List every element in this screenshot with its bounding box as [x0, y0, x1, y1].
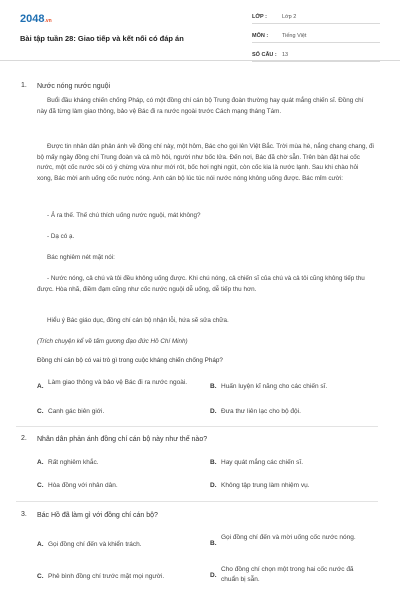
passage-paragraph: - Nước nóng, cả chú và tôi đều không uống được. Khi chú nóng, cả chiến sĩ của chú và cả tôi cũng không tiếp thu được. Hòa nhã, điềm đạm cũng như cốc nước nguội dễ uống, dễ tiếp thu hơn. [37, 275, 365, 293]
passage-paragraph: Bác nghiêm nét mặt nói: [47, 254, 115, 261]
option-text: Phê bình đồng chí trước mặt mọi người. [48, 573, 165, 580]
divider [16, 426, 378, 427]
passage-paragraph: Buổi đầu kháng chiến chống Pháp, có một đồng chí cán bộ Trung đoàn thường hay quát mắng chiến sĩ. Đồng chí này đã từng làm giao thông, bảo vệ Bác đi ra nước ngoài trước Cách mạng tháng Tám. [37, 97, 364, 115]
option-text: Canh gác biên giới. [48, 408, 105, 415]
meta-key: LỚP : [252, 13, 267, 20]
option-text: Hòa đồng với nhân dân. [48, 482, 118, 489]
option-letter: C. [37, 573, 44, 580]
question-title: Bác Hồ đã làm gì với đồng chí cán bộ? [37, 512, 158, 519]
option-letter: D. [210, 572, 217, 579]
passage-paragraph: - Ả ra thế. Thế chú thích uống nước nguội, mát không? [47, 212, 201, 219]
meta-key: SỐ CÂU : [252, 51, 277, 58]
question-prompt: Đồng chí cán bộ có vai trò gì trong cuộc kháng chiến chống Pháp? [37, 357, 223, 364]
option-text: Làm giao thông và bảo vệ Bác đi ra nước ngoài. [48, 379, 188, 386]
meta-row-class [252, 10, 380, 24]
option-text: Đưa thư liên lạc cho bộ đội. [221, 408, 301, 415]
option-letter: B. [210, 540, 217, 547]
meta-panel [252, 10, 380, 67]
meta-key: MÔN : [252, 32, 269, 39]
question-title: Nhân dân phản ánh đồng chí cán bộ này như thế nào? [37, 436, 208, 443]
passage-paragraph: Được tin nhân dân phản ánh về đồng chí này, một hôm, Bác cho gọi lên Việt Bắc. Trời mùa hè, nắng chang chang, đi bộ mấy ngày đồng chí Trung đoàn và cả mồ hôi, người như bốc lửa. Đến nơi, Bác đã chờ sẵn. Trên bàn đặt hai cốc nước, một cốc nước sôi có ý chừng vừa như mới rót, bốc hơi nghi ngút, còn cốc kia là nước lạnh. Sau khi chào hỏi xong, Bác mời anh uống cốc nước nóng. Anh cán bộ lúc túc nói nước nóng không uống được. Bác mỉm cười: [37, 143, 374, 182]
option-text: Huấn luyện kĩ năng cho các chiến sĩ. [221, 383, 328, 390]
option-letter: C. [37, 408, 44, 415]
meta-row-count [252, 48, 380, 62]
passage-source: (Trích chuyện kể về tấm gương đạo đức Hồ Chí Minh) [37, 338, 188, 345]
question-number: 1. [21, 82, 27, 89]
question-number: 3. [21, 511, 27, 518]
passage-paragraph: - Dạ có ạ. [47, 233, 75, 240]
logo-main: 2048 [20, 13, 45, 25]
option-text: Gọi đồng chí đến và khiển trách. [48, 541, 142, 548]
meta-value: Lớp 2 [282, 13, 297, 20]
meta-value: 13 [282, 51, 289, 58]
option-letter: A. [37, 459, 44, 466]
option-text: Rất nghiêm khắc. [48, 459, 99, 466]
option-letter: B. [210, 383, 217, 390]
option-letter: A. [37, 541, 44, 548]
passage-paragraph: Hiểu ý Bác giáo dục, đồng chí cán bộ nhận lỗi, hứa sẽ sửa chữa. [47, 317, 229, 324]
page-title: Bài tập tuần 28: Giao tiếp và kết nối có đáp án [20, 34, 184, 43]
meta-value: Tiếng Việt [282, 32, 307, 39]
page-header [0, 0, 400, 61]
logo-suffix: .vn [44, 18, 52, 24]
option-text: Cho đồng chí chọn một trong hai cốc nước đã chuẩn bị sẵn. [221, 566, 354, 583]
option-letter: B. [210, 459, 217, 466]
option-letter: A. [37, 383, 44, 390]
option-letter: D. [210, 408, 217, 415]
option-letter: C. [37, 482, 44, 489]
question-title: Nước nóng nước nguội [37, 83, 111, 90]
divider [16, 501, 378, 502]
site-logo[interactable] [20, 13, 52, 25]
option-text: Gọi đồng chí đến và mời uống cốc nước nóng. [221, 534, 356, 541]
option-text: Hay quát mắng các chiến sĩ. [221, 459, 304, 466]
option-text: Không tập trung làm nhiệm vụ. [221, 482, 310, 489]
question-number: 2. [21, 435, 27, 442]
meta-row-subject [252, 29, 380, 43]
option-letter: D. [210, 482, 217, 489]
